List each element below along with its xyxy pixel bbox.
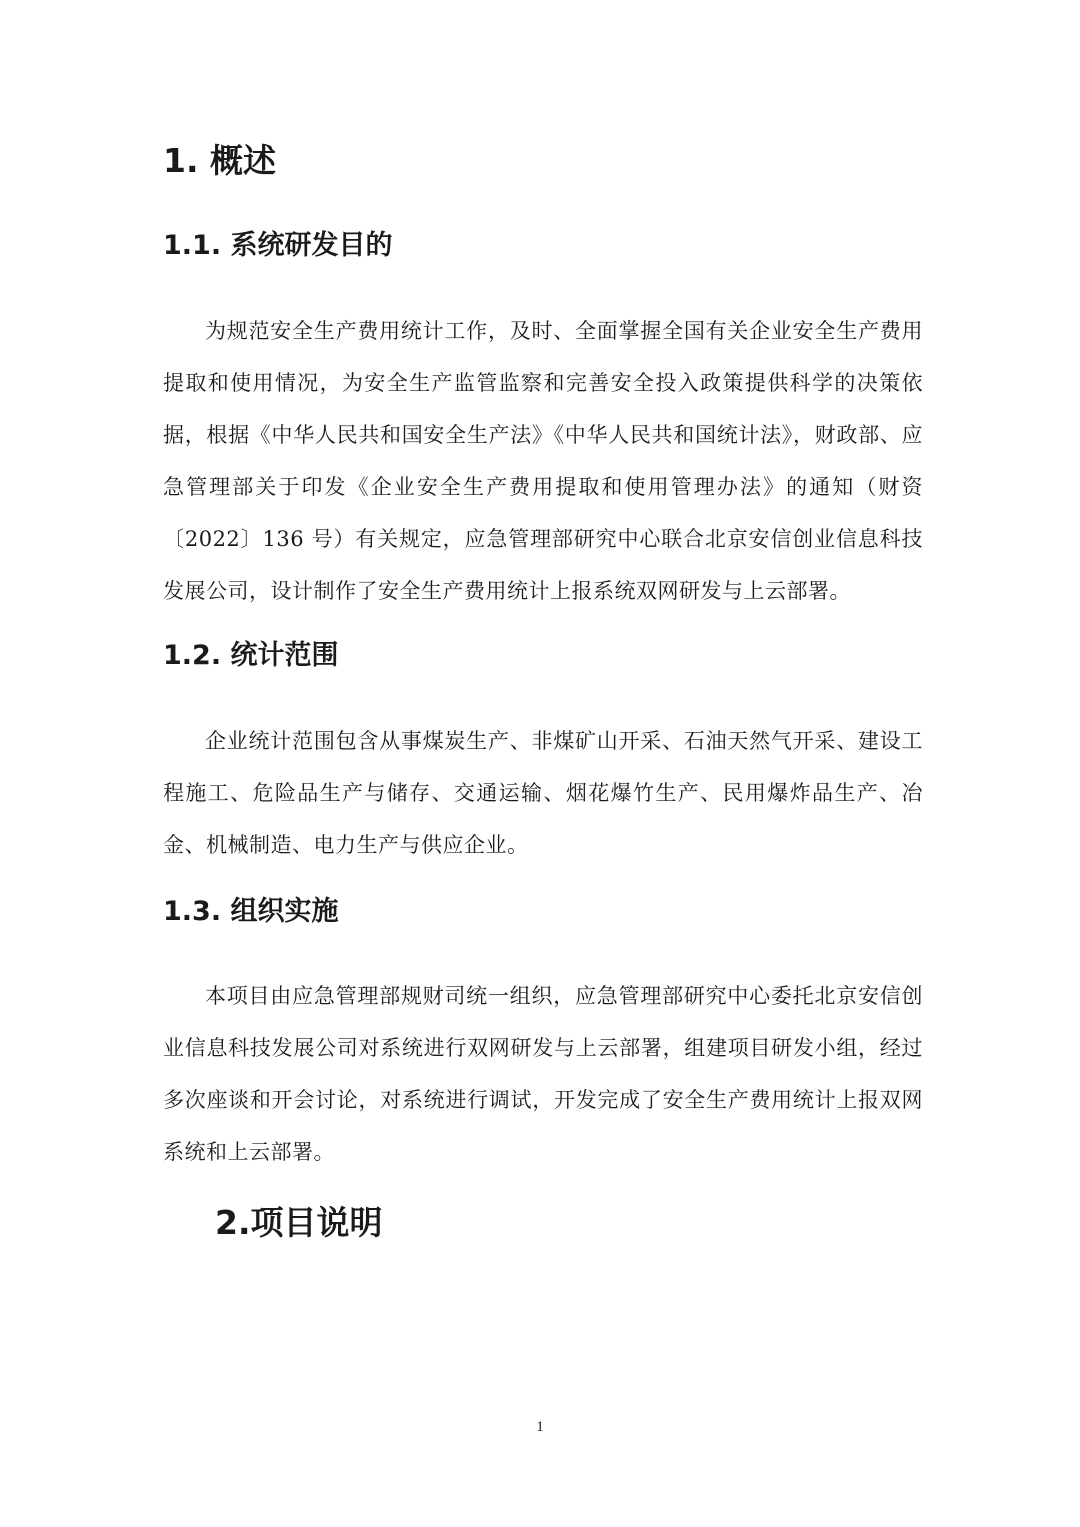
subsection-heading-scope: 1.2. 统计范围 xyxy=(163,640,339,671)
page-number: 1 xyxy=(536,1419,544,1435)
paragraph-organization: 本项目由应急管理部规财司统一组织，应急管理部研究中心委托北京安信创业信息科技发展公司对系统进行双网研发与上云部署，组建项目研发小组，经过多次座谈和开会讨论，对系统进行调试，开发完成了安全生产费用统计上报双网系统和上云部署。 xyxy=(163,984,923,1164)
section-heading-overview: 1. 概述 xyxy=(163,141,276,180)
paragraph-purpose: 为规范安全生产费用统计工作，及时、全面掌握全国有关企业安全生产费用提取和使用情况，为安全生产监管监察和完善安全投入政策提供科学的决策依据，根据《中华人民共和国安全生产法》《中华人民共和国统计法》，财政部、应急管理部关于印发《企业安全生产费用提取和使用管理办法》的通知（财资〔2022〕136 号）有关规定，应急管理部研究中心联合北京安信创业信息科技发展公司，设计制作了安全生产费用统计上报系统双网研发与上云部署。 xyxy=(163,319,923,603)
paragraph-scope: 企业统计范围包含从事煤炭生产、非煤矿山开采、石油天然气开采、建设工程施工、危险品生产与储存、交通运输、烟花爆竹生产、民用爆炸品生产、冶金、机械制造、电力生产与供应企业。 xyxy=(163,729,923,857)
subsection-heading-organization: 1.3. 组织实施 xyxy=(163,896,339,927)
subsection-heading-purpose: 1.1. 系统研发目的 xyxy=(163,230,393,261)
section-heading-project: 2.项目说明 xyxy=(215,1203,383,1242)
